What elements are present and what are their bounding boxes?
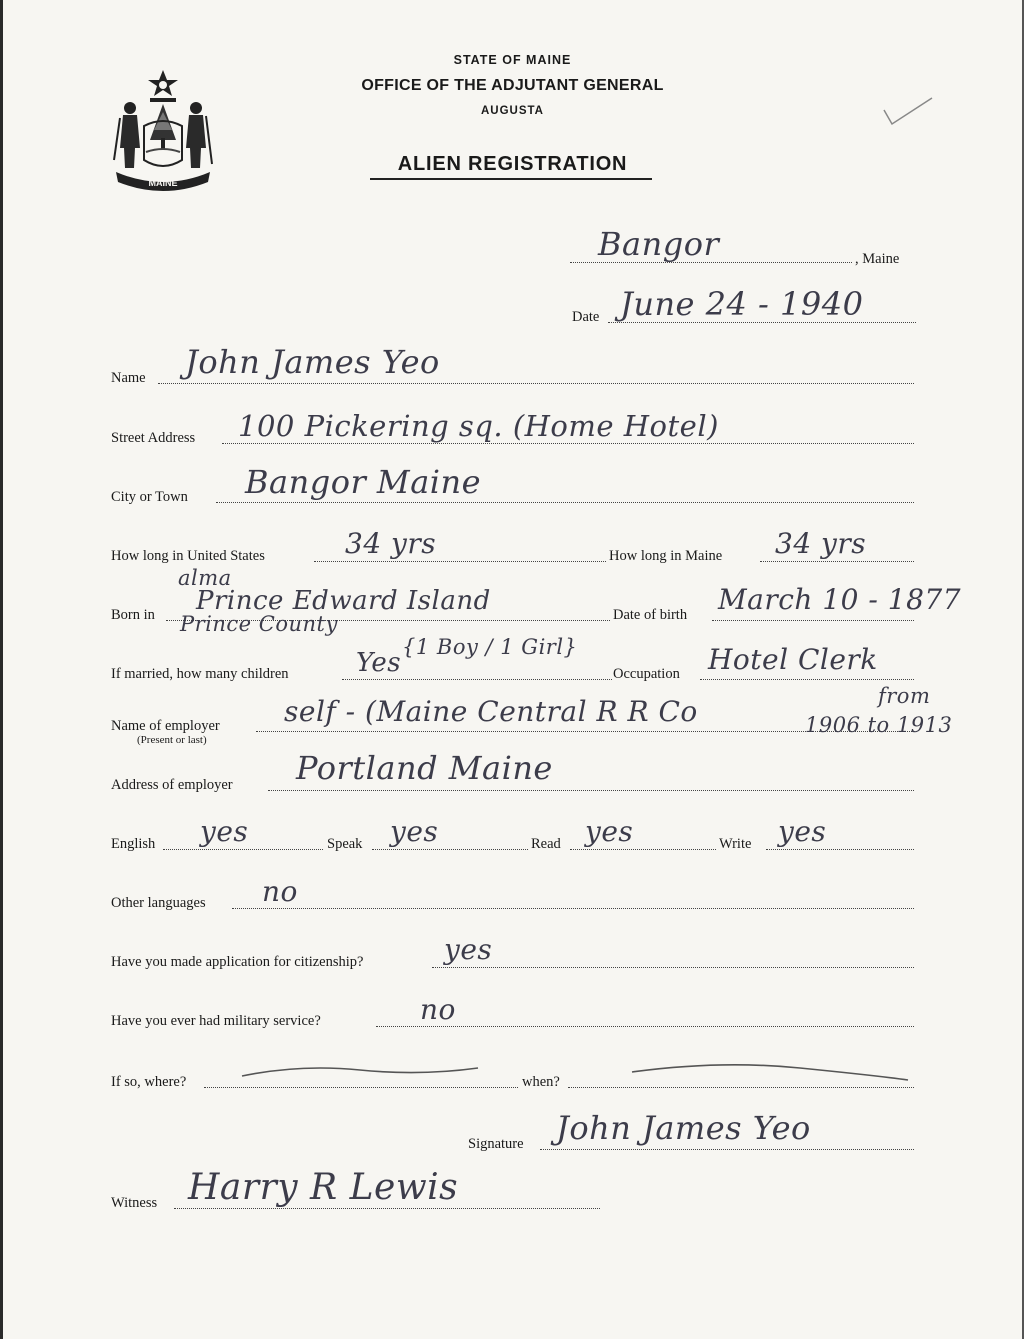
when-strike-line (630, 1058, 910, 1084)
date-label: Date (572, 309, 600, 325)
citizenship-line (432, 967, 914, 968)
seal-motto: MAINE (148, 178, 178, 188)
name-value: John James Yeo (185, 343, 440, 381)
office-heading: OFFICE OF THE ADJUTANT GENERAL (361, 77, 664, 94)
english-line (163, 849, 323, 850)
where-label: If so, where? (111, 1074, 187, 1090)
how-long-maine-value: 34 yrs (775, 527, 867, 560)
employer-address-line (268, 790, 914, 791)
employer-note-label: (Present or last) (137, 734, 207, 746)
title-underline (370, 178, 652, 180)
employer-address-value: Portland Maine (296, 749, 553, 787)
name-line (158, 383, 914, 384)
witness-label: Witness (111, 1195, 158, 1211)
when-label: when? (522, 1074, 560, 1090)
signature-label: Signature (468, 1136, 524, 1152)
born-in-label: Born in (111, 607, 155, 623)
name-label: Name (111, 370, 146, 386)
state-heading: STATE OF MAINE (453, 53, 572, 67)
how-long-us-value: 34 yrs (345, 527, 437, 560)
date-value: June 24 - 1940 (620, 285, 864, 323)
read-line (570, 849, 716, 850)
military-label: Have you ever had military service? (111, 1013, 321, 1029)
street-line (222, 443, 914, 444)
signature-value: John James Yeo (556, 1109, 811, 1147)
other-languages-line (232, 908, 914, 909)
street-label: Street Address (111, 430, 196, 446)
write-line (766, 849, 914, 850)
state-seal-icon (110, 68, 216, 196)
other-languages-label: Other languages (111, 895, 206, 911)
employer-years-value: 1906 to 1913 (805, 713, 953, 737)
employer-label: Name of employer (111, 718, 220, 734)
children-line (342, 679, 612, 680)
witness-value: Harry R Lewis (188, 1167, 459, 1208)
employer-value: self - (Maine Central R R Co (284, 695, 698, 728)
employer-from-value: from (878, 684, 931, 708)
citizenship-value: yes (444, 933, 493, 966)
speak-line (372, 849, 528, 850)
speak-value: yes (390, 815, 439, 848)
date-of-birth-label: Date of birth (613, 607, 688, 623)
born-in-county-value: Prince County (180, 612, 338, 636)
place-suffix-label: , Maine (855, 251, 900, 267)
read-label: Read (531, 836, 561, 852)
military-line (376, 1026, 914, 1027)
place-value: Bangor (598, 225, 720, 263)
signature-line (540, 1149, 914, 1150)
witness-line (174, 1208, 600, 1209)
street-value: 100 Pickering sq. (Home Hotel) (238, 409, 719, 443)
children-count-value: {1 Boy / 1 Girl} (402, 635, 578, 659)
born-in-town-value: alma (178, 566, 232, 590)
children-married-value: Yes (356, 648, 402, 678)
other-languages-value: no (262, 875, 298, 908)
english-label: English (111, 836, 156, 852)
how-long-maine-line (760, 561, 914, 562)
city-label: City or Town (111, 489, 188, 505)
occupation-label: Occupation (613, 666, 680, 682)
children-label: If married, how many children (111, 666, 289, 682)
military-value: no (420, 993, 456, 1026)
city-line (216, 502, 914, 503)
city-heading: AUGUSTA (480, 105, 544, 117)
speak-label: Speak (327, 836, 363, 852)
occupation-line (700, 679, 914, 680)
check-mark-icon (878, 96, 936, 128)
citizenship-label: Have you made application for citizenship? (111, 954, 364, 970)
city-value: Bangor Maine (245, 463, 482, 501)
employer-address-label: Address of employer (111, 777, 233, 793)
how-long-maine-label: How long in Maine (609, 548, 723, 564)
how-long-us-label: How long in United States (111, 548, 265, 564)
when-line (568, 1087, 914, 1088)
date-of-birth-line (712, 620, 914, 621)
write-value: yes (778, 815, 827, 848)
read-value: yes (585, 815, 634, 848)
where-line (204, 1087, 518, 1088)
born-in-province-value: Prince Edward Island (196, 586, 491, 616)
scan-edge-left (0, 0, 3, 1339)
form-title: ALIEN REGISTRATION (397, 153, 628, 175)
write-label: Write (719, 836, 752, 852)
english-value: yes (200, 815, 249, 848)
how-long-us-line (314, 561, 606, 562)
where-strike-line (240, 1060, 480, 1084)
occupation-value: Hotel Clerk (708, 643, 878, 676)
date-of-birth-value: March 10 - 1877 (718, 583, 962, 616)
